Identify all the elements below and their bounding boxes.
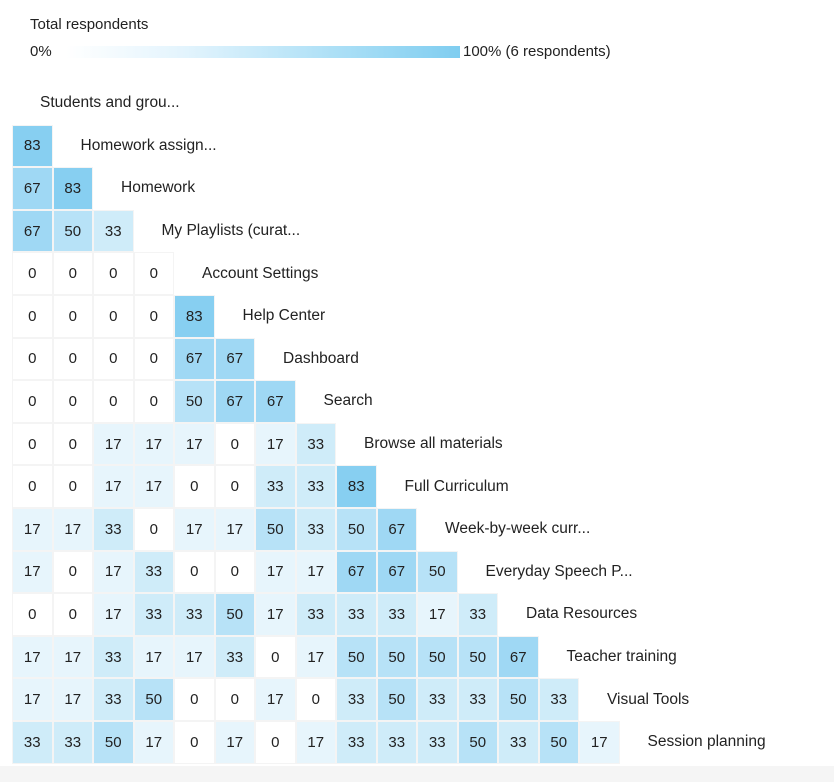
heatmap-cell: 67 (12, 167, 53, 210)
heatmap-cell: 17 (296, 721, 337, 764)
heatmap-cell: 67 (12, 210, 53, 253)
row-label: My Playlists (curat... (161, 222, 301, 240)
heatmap-cell: 0 (134, 380, 175, 423)
heatmap-cell: 50 (336, 508, 377, 551)
heatmap-cell: 17 (12, 508, 53, 551)
heatmap-cell: 33 (296, 423, 337, 466)
heatmap-cell: 0 (215, 551, 256, 594)
heatmap-cell: 67 (498, 636, 539, 679)
heatmap-cell: 0 (93, 252, 134, 295)
heatmap-cell: 50 (134, 678, 175, 721)
heatmap-cell: 17 (12, 551, 53, 594)
heatmap-cell: 17 (93, 465, 134, 508)
heatmap-cell: 33 (539, 678, 580, 721)
heatmap-cell: 33 (377, 593, 418, 636)
heatmap-cell: 67 (174, 338, 215, 381)
heatmap-cell: 50 (377, 678, 418, 721)
heatmap-cell: 0 (53, 465, 94, 508)
heatmap-cell: 83 (53, 167, 94, 210)
heatmap-cell: 83 (336, 465, 377, 508)
heatmap-cell: 33 (93, 678, 134, 721)
heatmap-cell: 33 (336, 678, 377, 721)
heatmap-cell: 0 (255, 721, 296, 764)
heatmap-cell: 0 (215, 423, 256, 466)
heatmap-cell: 33 (336, 593, 377, 636)
heatmap-cell: 17 (174, 636, 215, 679)
heatmap-cell: 0 (134, 338, 175, 381)
heatmap-cell: 0 (93, 380, 134, 423)
heatmap-cell: 0 (53, 380, 94, 423)
heatmap-cell: 17 (134, 636, 175, 679)
heatmap-cell: 17 (255, 678, 296, 721)
heatmap-cell: 17 (93, 423, 134, 466)
row-label: Search (323, 392, 373, 410)
heatmap-cell: 0 (255, 636, 296, 679)
heatmap-cell: 0 (134, 252, 175, 295)
row-label: Homework assign... (80, 136, 217, 154)
heatmap-cell: 0 (53, 295, 94, 338)
heatmap-cell: 50 (174, 380, 215, 423)
heatmap-cell: 67 (377, 508, 418, 551)
heatmap-cell: 0 (215, 465, 256, 508)
heatmap-cell: 33 (215, 636, 256, 679)
heatmap-cell: 50 (53, 210, 94, 253)
heatmap-cell: 33 (255, 465, 296, 508)
heatmap-cell: 33 (12, 721, 53, 764)
heatmap-cell: 0 (93, 338, 134, 381)
row-label: Visual Tools (607, 690, 690, 708)
heatmap-cell: 17 (174, 508, 215, 551)
heatmap-cell: 0 (53, 338, 94, 381)
heatmap-cell: 17 (53, 508, 94, 551)
heatmap-cell: 33 (458, 593, 499, 636)
heatmap-cell: 17 (93, 551, 134, 594)
heatmap-cell: 0 (134, 508, 175, 551)
heatmap-cell: 50 (215, 593, 256, 636)
legend-title: Total respondents (30, 16, 149, 33)
heatmap-cell: 50 (417, 551, 458, 594)
heatmap-cell: 0 (134, 295, 175, 338)
heatmap-cell: 33 (93, 508, 134, 551)
heatmap-cell: 0 (215, 678, 256, 721)
heatmap-cell: 33 (296, 593, 337, 636)
heatmap-cell: 17 (134, 465, 175, 508)
heatmap-cell: 83 (12, 125, 53, 168)
heatmap-cell: 17 (579, 721, 620, 764)
row-label: Week-by-week curr... (445, 520, 591, 538)
heatmap-cell: 17 (53, 678, 94, 721)
heatmap-cell: 17 (134, 423, 175, 466)
heatmap-cell: 50 (336, 636, 377, 679)
heatmap-cell: 33 (134, 551, 175, 594)
heatmap-cell: 0 (12, 380, 53, 423)
heatmap-cell: 50 (377, 636, 418, 679)
heatmap-cell: 33 (377, 721, 418, 764)
heatmap-cell: 50 (417, 636, 458, 679)
heatmap-cell: 0 (174, 678, 215, 721)
heatmap-cell: 33 (458, 678, 499, 721)
row-label: Dashboard (283, 349, 359, 367)
heatmap-cell: 17 (12, 678, 53, 721)
row-label: Account Settings (202, 264, 319, 282)
heatmap-cell: 0 (174, 721, 215, 764)
heatmap-cell: 0 (53, 252, 94, 295)
legend-max-label: 100% (6 respondents) (463, 43, 611, 60)
heatmap-cell: 67 (336, 551, 377, 594)
heatmap-cell: 33 (174, 593, 215, 636)
heatmap-cell: 67 (215, 338, 256, 381)
heatmap-cell: 17 (255, 551, 296, 594)
heatmap-cell: 17 (215, 721, 256, 764)
heatmap-cell: 67 (377, 551, 418, 594)
heatmap-cell: 83 (174, 295, 215, 338)
row-label: Session planning (647, 733, 766, 751)
heatmap-cell: 33 (53, 721, 94, 764)
row-label: Homework (121, 179, 196, 197)
heatmap-cell: 0 (296, 678, 337, 721)
heatmap-cell: 67 (215, 380, 256, 423)
heatmap-cell: 17 (134, 721, 175, 764)
row-label: Help Center (242, 307, 326, 325)
heatmap-cell: 0 (53, 593, 94, 636)
heatmap-cell: 0 (174, 551, 215, 594)
heatmap-cell: 0 (93, 295, 134, 338)
heatmap-cell: 0 (12, 338, 53, 381)
row-label: Students and grou... (40, 94, 180, 112)
heatmap-cell: 50 (458, 636, 499, 679)
heatmap-cell: 33 (417, 721, 458, 764)
heatmap-cell: 0 (53, 423, 94, 466)
heatmap-cell: 33 (296, 508, 337, 551)
row-label: Full Curriculum (404, 477, 509, 495)
heatmap-cell: 0 (53, 551, 94, 594)
row-label: Teacher training (566, 648, 677, 666)
heatmap-cell: 0 (12, 295, 53, 338)
heatmap-cell: 17 (296, 636, 337, 679)
heatmap-cell: 33 (296, 465, 337, 508)
heatmap-cell: 0 (174, 465, 215, 508)
heatmap-cell: 0 (12, 423, 53, 466)
heatmap-cell: 17 (255, 593, 296, 636)
heatmap-cell: 17 (12, 636, 53, 679)
legend-min-label: 0% (30, 43, 52, 60)
row-label: Everyday Speech P... (485, 562, 633, 580)
heatmap-cell: 33 (93, 636, 134, 679)
heatmap-cell: 0 (12, 252, 53, 295)
bottom-scroll-strip (0, 766, 834, 782)
row-label: Data Resources (526, 605, 638, 623)
heatmap-cell: 33 (134, 593, 175, 636)
heatmap-cell: 50 (539, 721, 580, 764)
heatmap-cell: 50 (93, 721, 134, 764)
heatmap-cell: 50 (458, 721, 499, 764)
heatmap-cell: 33 (417, 678, 458, 721)
heatmap-cell: 33 (336, 721, 377, 764)
heatmap-cell: 0 (12, 593, 53, 636)
heatmap-cell: 17 (174, 423, 215, 466)
heatmap-cell: 17 (255, 423, 296, 466)
heatmap-cell: 50 (498, 678, 539, 721)
heatmap-cell: 17 (417, 593, 458, 636)
heatmap-cell: 50 (255, 508, 296, 551)
heatmap-cell: 17 (296, 551, 337, 594)
heatmap-cell: 0 (12, 465, 53, 508)
heatmap-cell: 33 (498, 721, 539, 764)
heatmap-cell: 17 (93, 593, 134, 636)
heatmap-cell: 33 (93, 210, 134, 253)
heatmap-cell: 17 (53, 636, 94, 679)
row-label: Browse all materials (364, 435, 503, 453)
heatmap-cell: 17 (215, 508, 256, 551)
heatmap-cell: 67 (255, 380, 296, 423)
